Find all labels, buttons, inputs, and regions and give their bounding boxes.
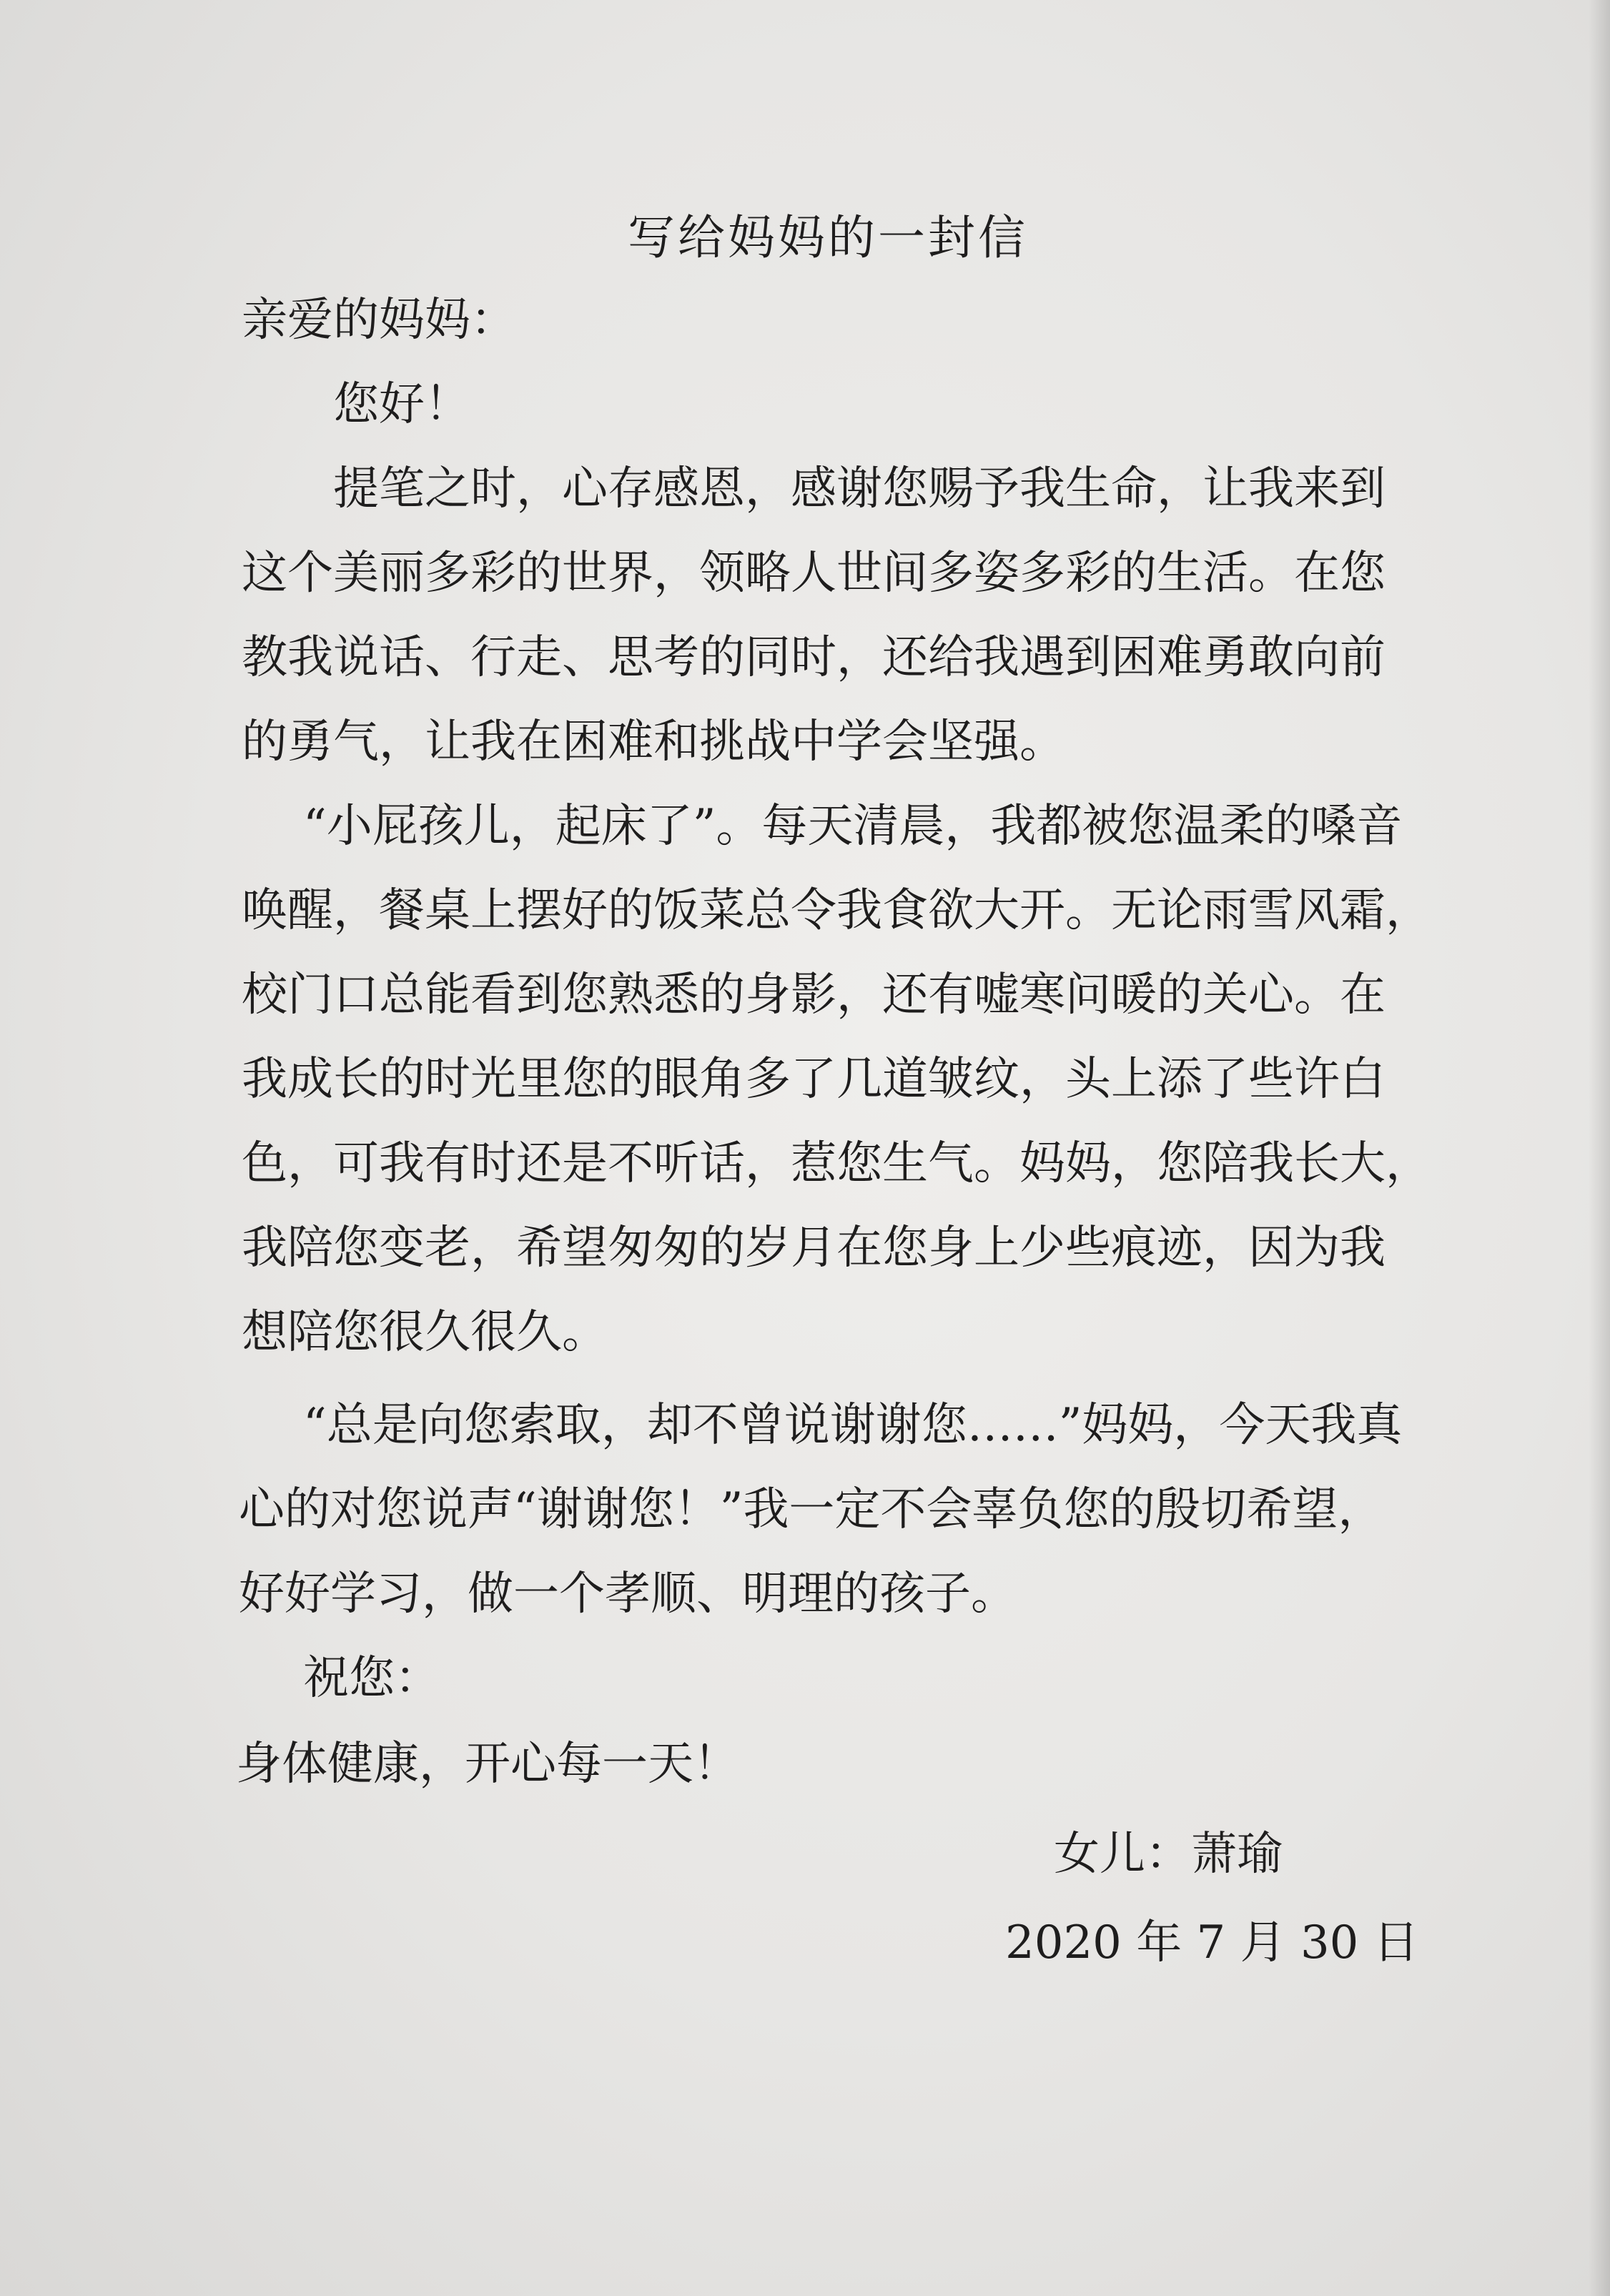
closing: 祝您：	[303, 1652, 440, 1705]
body-line: 教我说话、行走、思考的同时，还给我遇到困难勇敢向前	[242, 631, 1386, 684]
salutation: 亲爱的妈妈：	[242, 294, 516, 347]
greeting: 您好！	[333, 378, 470, 431]
body-line: 想陪您很久很久。	[242, 1306, 608, 1359]
body-line: “小屁孩儿，起床了”。每天清晨，我都被您温柔的嗓音	[303, 800, 1403, 853]
body-line: 唤醒，餐桌上摆好的饭菜总令我食欲大开。无论雨雪风霜，	[242, 884, 1431, 937]
body-line: 校门口总能看到您熟悉的身影，还有嘘寒问暖的关心。在	[242, 969, 1386, 1021]
body-line: 我成长的时光里您的眼角多了几道皱纹，头上添了些许白	[242, 1053, 1386, 1106]
body-line: 好好学习，做一个孝顺、明理的孩子。	[239, 1568, 1017, 1620]
wish: 身体健康，开心每一天！	[236, 1738, 739, 1791]
signature: 女儿：萧瑜	[1054, 1828, 1283, 1881]
body-line: “总是向您索取，却不曾说谢谢您……”妈妈，今天我真	[303, 1399, 1403, 1452]
date: 2020 年 7 月 30 日	[1005, 1916, 1419, 1969]
body-line: 这个美丽多彩的世界，领略人世间多姿多彩的生活。在您	[242, 547, 1386, 600]
body-line: 心的对您说声“谢谢您！”我一定不会辜负您的殷切希望，	[239, 1483, 1384, 1536]
paper-edge-shadow	[1589, 0, 1610, 2296]
body-line: 的勇气，让我在困难和挑战中学会坚强。	[242, 716, 1065, 768]
letter-title: 写给妈妈的一封信	[628, 210, 1028, 265]
body-line: 提笔之时，心存感恩，感谢您赐予我生命，让我来到	[333, 462, 1386, 515]
body-line: 色，可我有时还是不听话，惹您生气。妈妈，您陪我长大，	[242, 1137, 1431, 1190]
body-line: 我陪您变老，希望匆匆的岁月在您身上少些痕迹，因为我	[242, 1222, 1386, 1275]
